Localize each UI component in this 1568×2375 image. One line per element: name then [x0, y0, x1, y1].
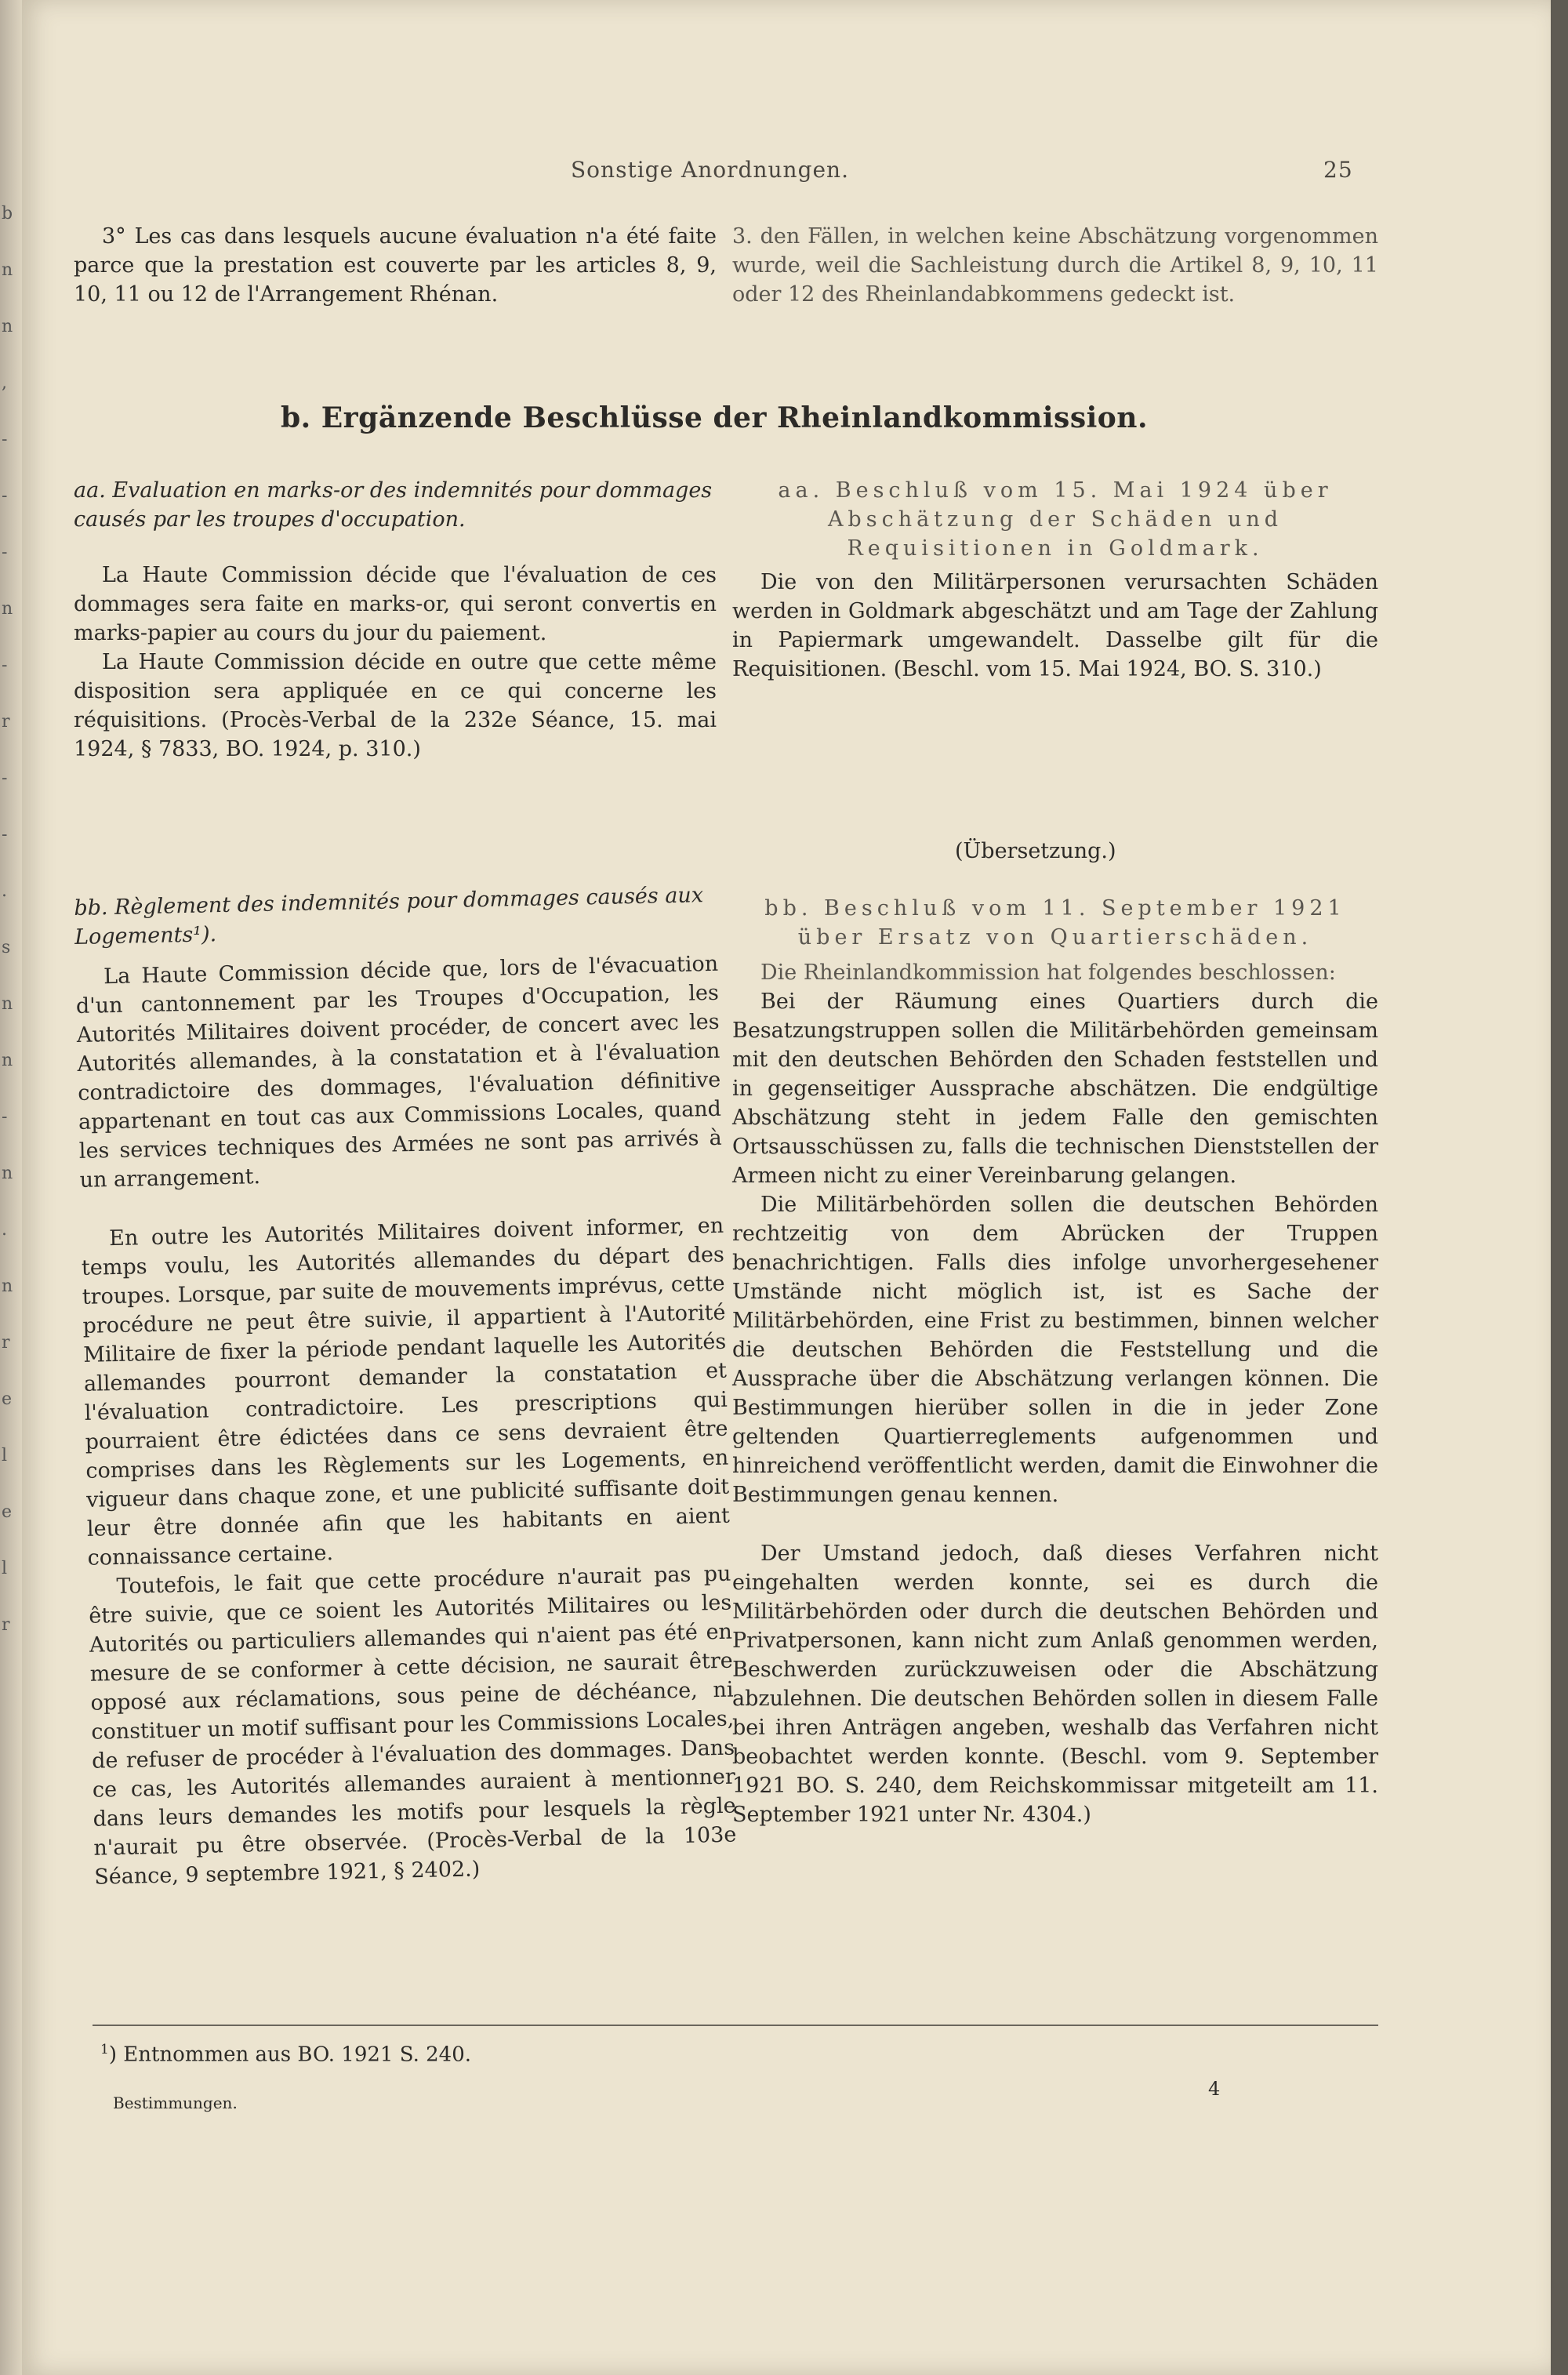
margin-fragment: n	[2, 1164, 13, 1183]
margin-fragment: -	[2, 430, 8, 449]
margin-fragment: b	[2, 204, 13, 223]
document-page	[22, 0, 1551, 2375]
margin-fragment: -	[2, 486, 8, 506]
margin-fragment: r	[2, 1333, 10, 1353]
margin-fragment: n	[2, 317, 13, 336]
fr-bb-paragraph: Toutefois, le fait que cette procédure n'aurait pas pu être suivie, que ce soient les Autorités Militaires ou les Autorités ou particuliers allemandes qui n'aient pas été en mesure de se conformer à cette décision, ne saurait être opposé aux réclamations, sous peine de déchéance, ni constituer un motif suffisant pour les Commissions Locales, de refuser de procéder à l'évaluation des dommages. Dans ce cas, les Autorités allemandes auraient à mentionner dans leurs demandes les motifs pour lesquels la règle n'aurait pu être observée. (Procès-Verbal de la 103e Séance, 9 septembre 1921, § 2402.)	[88, 1561, 737, 1890]
margin-fragment: ,	[2, 373, 7, 393]
margin-fragment: l	[2, 1559, 8, 1578]
margin-fragment: .	[2, 1220, 7, 1240]
sheet-number: 4	[1208, 2078, 1221, 2100]
margin-fragment: .	[2, 881, 7, 901]
fr-aa-paragraph: La Haute Commission décide que l'évaluation de ces dommages sera faite en marks-or, qui seront convertis en marks-papier au cours du jour du paiement.	[74, 563, 717, 645]
margin-fragment: e	[2, 1502, 13, 1522]
margin-fragment: n	[2, 260, 13, 280]
section-heading: b. Ergänzende Beschlüsse der Rheinlandkommission.	[281, 401, 1148, 434]
de-bb	[732, 894, 1378, 1829]
margin-fragment: -	[2, 543, 8, 562]
de-item-3-text: 3. den Fällen, in welchen keine Abschätzung vorgenommen wurde, weil die Sachleistung durch die Artikel 8, 9, 10, 11 oder 12 des Rheinlandabkommens gedeckt ist.	[732, 224, 1378, 307]
footnote: $^1$) Entnommen aus BO. 1921 S. 240.	[100, 2042, 472, 2067]
footnote-rule	[93, 2025, 1378, 2026]
de-aa	[732, 476, 1378, 684]
margin-fragment: n	[2, 599, 13, 619]
fr-bb	[74, 881, 737, 1892]
margin-fragment: n	[2, 1276, 13, 1296]
page-number: 25	[1323, 157, 1353, 183]
margin-fragment: l	[2, 1446, 8, 1465]
margin-fragment: -	[2, 768, 8, 788]
de-bb-title: bb. Beschluß vom 11. September 1921 über Ersatz von Quartierschäden.	[764, 896, 1346, 950]
running-title: Sonstige Anordnungen.	[571, 157, 849, 183]
fr-bb-title: bb. Règlement des indemnités pour dommages causés aux Logements¹).	[74, 883, 704, 950]
de-bb-paragraph: Die Rheinlandkommission hat folgendes beschlossen:	[760, 961, 1336, 985]
margin-fragment: n	[2, 994, 13, 1014]
fr-item-3-text: 3° Les cas dans lesquels aucune évaluation n'a été faite parce que la prestation est couverte par les articles 8, 9, 10, 11 ou 12 de l'Arrangement Rhénan.	[74, 224, 717, 307]
footnote-marker: 1	[100, 2042, 109, 2057]
running-header	[22, 157, 1551, 188]
margin-fragment: s	[2, 938, 11, 957]
margin-fragment: r	[2, 712, 10, 732]
margin-fragment: -	[2, 1107, 8, 1127]
translation-note: (Übersetzung.)	[955, 839, 1116, 863]
de-item-3	[732, 222, 1378, 309]
previous-page-edge	[0, 0, 22, 2375]
de-bb-paragraph: Der Umstand jedoch, daß dieses Verfahren nicht eingehalten werden konnte, sei es durch die Militärbehörden oder durch die deutschen Behörden und Privatpersonen, kann nicht zum Anlaß genommen werden, Beschwerden zurückzuweisen oder die Abschätzung abzulehnen. Die deutschen Behörden sollen in diesem Falle bei ihren Anträgen angeben, weshalb das Verfahren nicht beobachtet werden konnte. (Beschl. vom 9. September 1921 BO. S. 240, dem Reichskommissar mitgeteilt am 11. September 1921 unter Nr. 4304.)	[732, 1542, 1378, 1827]
de-bb-paragraph: Bei der Räumung eines Quartiers durch die Besatzungstruppen sollen die Militärbehörden gemeinsam mit den deutschen Behörden den Schaden feststellen und in gegenseitiger Aussprache abschätzen. Die endgültige Abschätzung steht in jedem Falle den gemischten Ortsausschüssen zu, falls die technischen Dienststellen der Armeen nicht zu einer Vereinbarung gelangen.	[732, 990, 1378, 1188]
fr-bb-paragraph: La Haute Commission décide que, lors de l'évacuation d'un cantonnement par les Troupes d'Occupation, les Autorités Militaires doivent procéder, de concert avec les Autorités allemandes, à la constatation et à l'évaluation contradictoire des dommages, l'évaluation définitive appartenant en tout cas aux Commissions Locales, quand les services techniques des Armées ne sont pas arrivés à un arrangement.	[75, 951, 723, 1193]
de-bb-paragraph: Die Militärbehörden sollen die deutschen Behörden rechtzeitig von dem Abrücken der Truppen benachrichtigen. Falls dies infolge unvorhergesehener Umstände nicht möglich ist, ist es Sache der Militärbehörden, eine Frist zu bestimmen, binnen welcher die deutschen Behörden die Feststellung und die Aussprache über die Abschätzung verlangen können. Die Bestimmungen hierüber sollen in die in jeder Zone geltenden Quartierreglements aufgenommen und hinreichend veröffentlicht werden, damit die Einwohner die Bestimmungen genau kennen.	[732, 1193, 1378, 1507]
fr-bb-paragraph: En outre les Autorités Militaires doivent informer, en temps voulu, les Autorités allemandes du départ des troupes. Lorsque, par suite de mouvements imprévus, cette procédure ne peut être suivie, il appartient à l'Autorité Militaire de fixer la période pendant laquelle les Autorités allemandes pourront demander la constatation et l'évaluation contradictoire. Les prescriptions qui pourraient être édictées dans ce sens devraient être comprises dans les Règlements sur les Logements, en vigueur dans chaque zone, et une publicité suffisante doit leur être donnée afin que les habitants en aient connaissance certaine.	[81, 1213, 731, 1571]
footnote-text: Entnommen aus BO. 1921 S. 240.	[123, 2043, 472, 2067]
de-aa-paragraph: Die von den Militärpersonen verursachten Schäden werden in Goldmark abgeschätzt und am Tage der Zahlung in Papiermark umgewandelt. Dasselbe gilt für die Requisitionen. (Beschl. vom 15. Mai 1924, BO. S. 310.)	[732, 570, 1378, 681]
margin-fragment: n	[2, 1051, 13, 1070]
fr-item-3	[74, 222, 717, 309]
margin-fragment: -	[2, 655, 8, 675]
margin-fragment: e	[2, 1389, 13, 1409]
margin-fragment: r	[2, 1615, 10, 1635]
de-aa-title: aa. Beschluß vom 15. Mai 1924 über Abschätzung der Schäden und Requisitionen in Goldmark.	[778, 478, 1333, 561]
signature-label: Bestimmungen.	[113, 2094, 238, 2112]
fr-aa-paragraph: La Haute Commission décide en outre que cette même disposition sera appliquée en ce qui concerne les réquisitions. (Procès-Verbal de la 232e Séance, 15. mai 1924, § 7833, BO. 1924, p. 310.)	[74, 650, 717, 761]
margin-fragments	[2, 204, 20, 1672]
fr-aa	[74, 476, 717, 764]
margin-fragment: -	[2, 825, 8, 844]
fr-aa-title: aa. Evaluation en marks-or des indemnités pour dommages causés par les troupes d'occupation.	[74, 478, 713, 532]
